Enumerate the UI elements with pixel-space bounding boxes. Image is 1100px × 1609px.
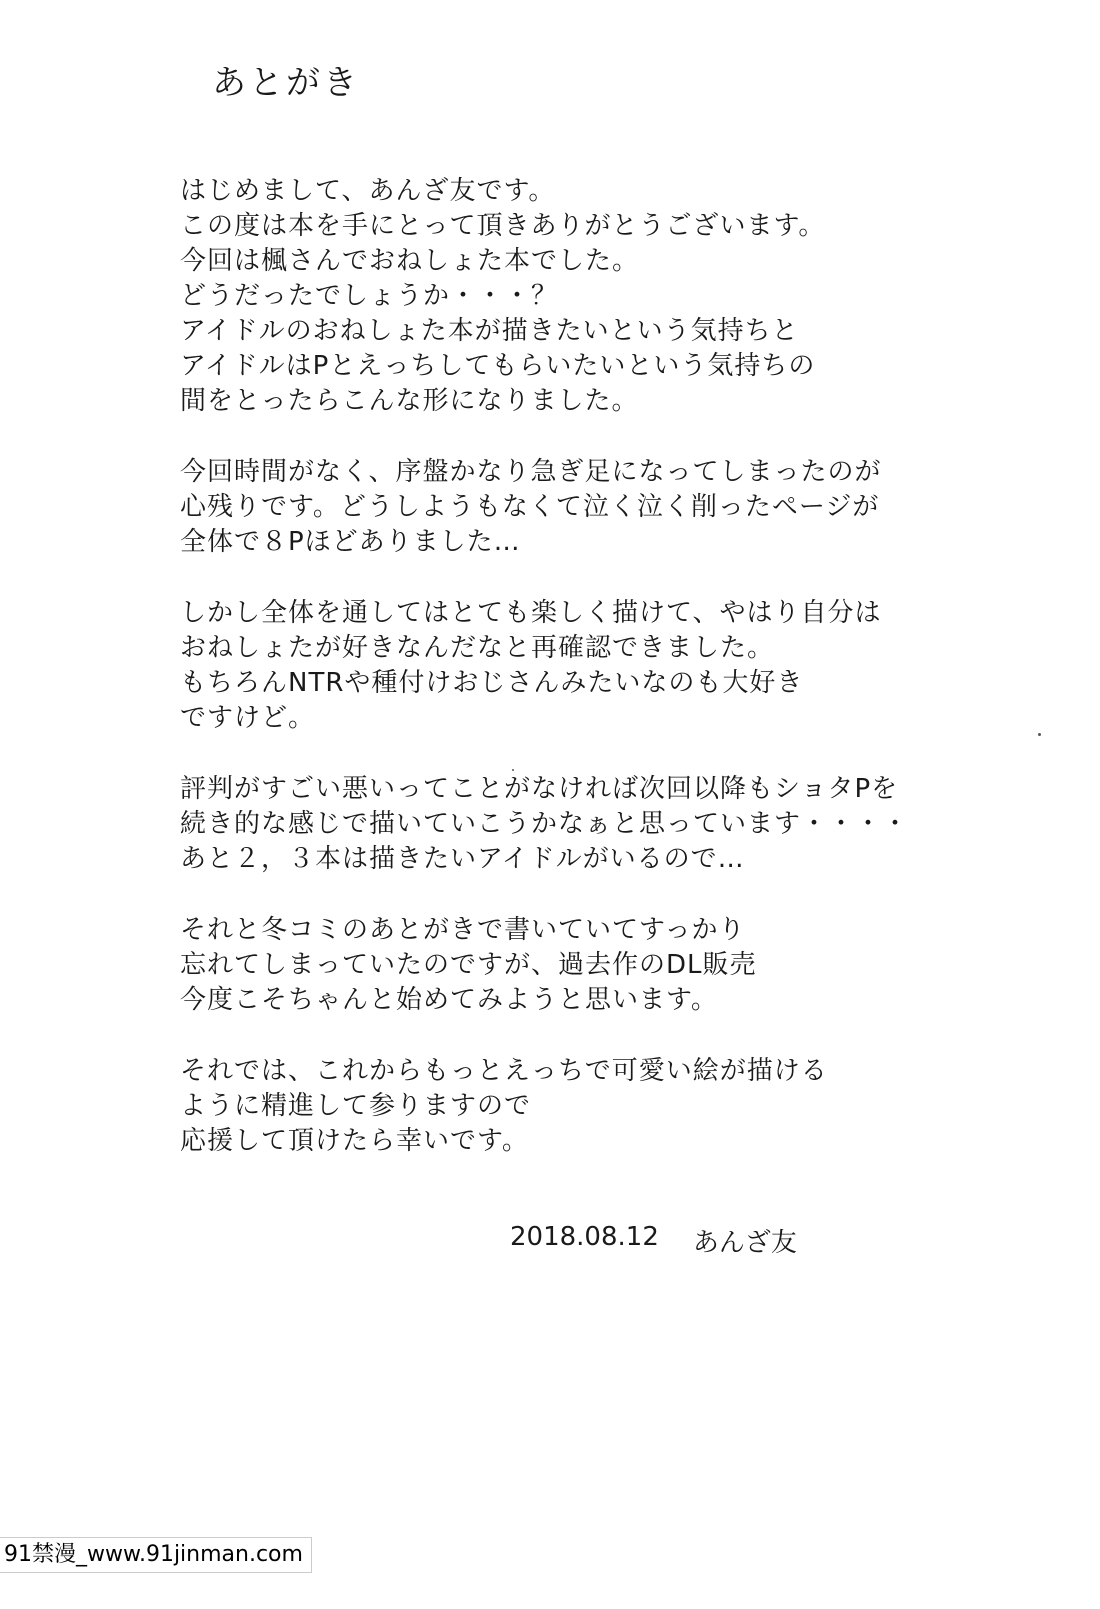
- site-watermark[interactable]: 91禁漫_www.91jinman.com: [0, 1537, 312, 1573]
- signature-author: あんざ友: [692, 1228, 797, 1258]
- text-line: はじめまして、あんざ友です。: [180, 176, 556, 206]
- signature: [510, 1222, 797, 1259]
- paragraph: [180, 596, 1040, 736]
- text-line: それでは、これからもっとえっちで可愛い絵が描ける: [180, 1056, 828, 1086]
- afterword-body: [180, 174, 1040, 1195]
- paragraph: [180, 455, 1040, 560]
- text-line: おねしょたが好きなんだなと再確認できました。: [180, 633, 775, 663]
- text-line: 心残りです。どうしようもなくて泣く泣く削ったページが: [180, 492, 880, 522]
- paragraph: [180, 1054, 1040, 1159]
- text-line: アイドルのおねしょた本が描きたいという気持ちと: [180, 316, 799, 346]
- text-line: 応援して頂けたら幸いです。: [180, 1126, 529, 1156]
- paragraph: [180, 913, 1040, 1018]
- page-title: あとがき: [212, 63, 360, 103]
- paragraph: [180, 772, 1040, 877]
- scan-speck: [1038, 733, 1041, 736]
- signature-date: 2018.08.12: [510, 1222, 659, 1252]
- text-line: しかし全体を通してはとても楽しく描けて、やはり自分は: [180, 598, 882, 628]
- text-line: もちろんNTRや種付けおじさんみたいなのも大好き: [180, 668, 804, 698]
- text-line: 忘れてしまっていたのですが、過去作のDL販売: [180, 950, 757, 980]
- text-line: この度は本を手にとって頂きありがとうございます。: [180, 211, 826, 241]
- text-line: ように精進して参りますので: [180, 1091, 532, 1121]
- text-line: それと冬コミのあとがきで書いていてすっかり: [180, 915, 746, 945]
- text-line: 間をとったらこんな形になりました。: [180, 386, 639, 416]
- text-line: どうだったでしょうか・・・？: [180, 281, 559, 311]
- scan-speck: [512, 769, 514, 771]
- text-line: 今回時間がなく、序盤かなり急ぎ足になってしまったのが: [180, 457, 882, 487]
- text-line: 今度こそちゃんと始めてみようと思います。: [180, 985, 718, 1015]
- paragraph: [180, 174, 1040, 419]
- text-line: 続き的な感じで描いていこうかなぁと思っています・・・・: [180, 809, 910, 839]
- text-line: あと２，３本は描きたいアイドルがいるので…: [180, 844, 745, 874]
- text-line: 全体で８Pほどありました…: [180, 527, 521, 557]
- text-line: ですけど。: [180, 703, 316, 733]
- text-line: アイドルはPとえっちしてもらいたいという気持ちの: [180, 351, 816, 381]
- text-line: 今回は楓さんでおねしょた本でした。: [180, 246, 640, 276]
- text-line: 評判がすごい悪いってことがなければ次回以降もショタPを: [180, 774, 899, 804]
